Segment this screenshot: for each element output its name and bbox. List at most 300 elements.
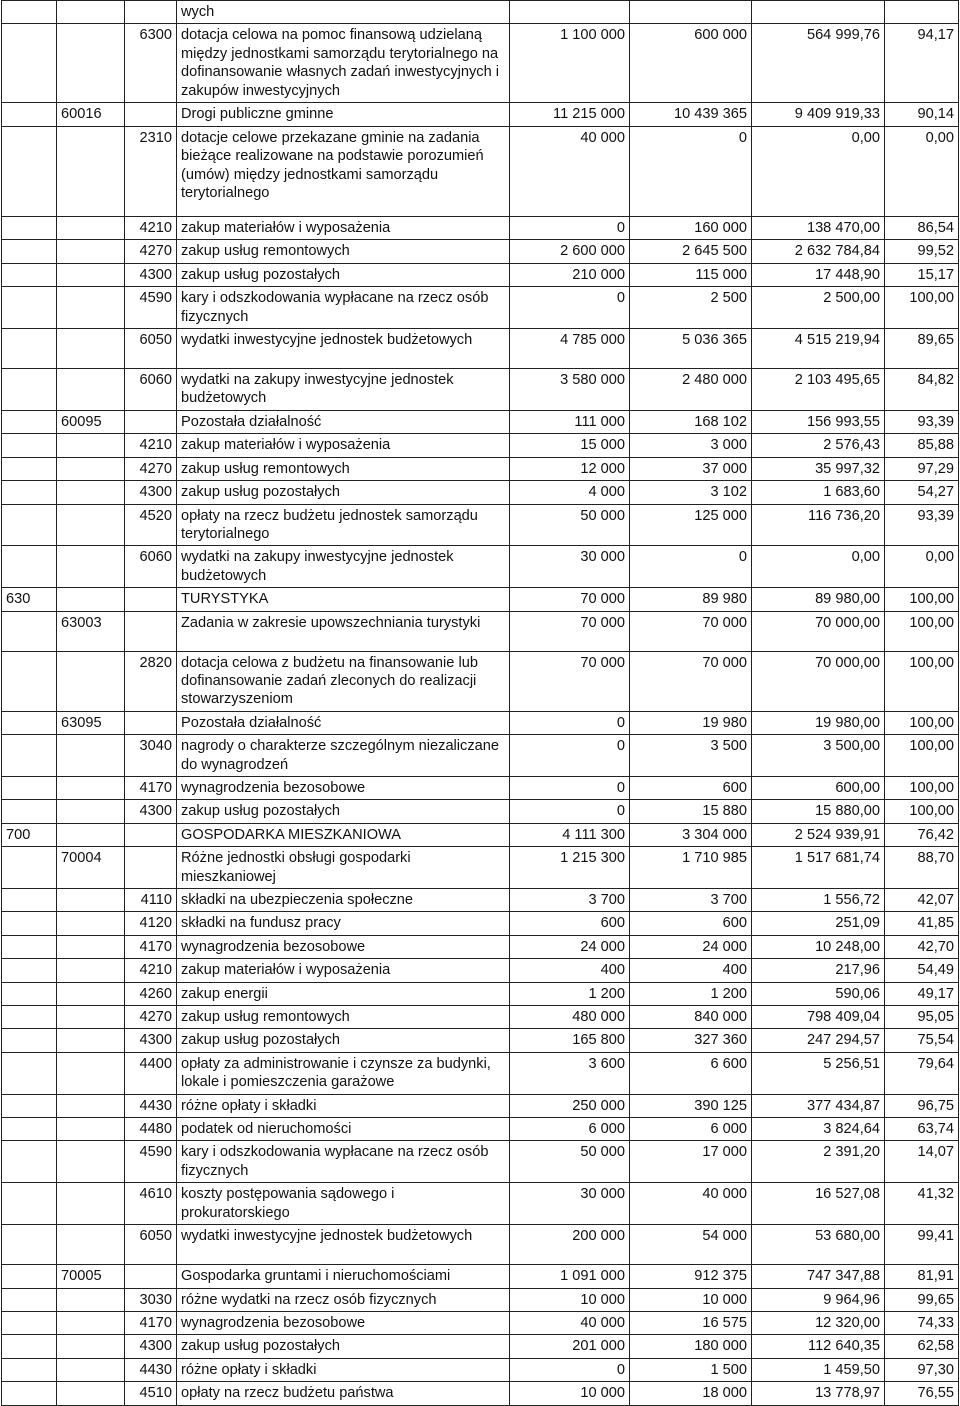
execution-value: 251,09: [752, 912, 885, 935]
plan-after-changes-value: 24 000: [630, 935, 752, 958]
plan-after-changes-value: 10 000: [630, 1288, 752, 1311]
item-name: Pozostała działalność: [177, 711, 510, 734]
paragraph-code: 4210: [125, 434, 177, 457]
percent-value: 94,17: [885, 24, 959, 103]
division-code: [2, 912, 57, 935]
paragraph-code: 4480: [125, 1118, 177, 1141]
item-name: zakup usług pozostałych: [177, 263, 510, 286]
chapter-code: 60095: [57, 410, 125, 433]
percent-value: 54,49: [885, 959, 959, 982]
plan-value: 70 000: [510, 611, 630, 651]
paragraph-code: 4590: [125, 1141, 177, 1183]
plan-value: 70 000: [510, 651, 630, 711]
paragraph-code: 4300: [125, 263, 177, 286]
chapter-code: [57, 369, 125, 411]
paragraph-code: 6050: [125, 329, 177, 369]
table-row: [2, 1183, 959, 1225]
budget-table-body: [2, 1, 959, 1406]
percent-value: 76,55: [885, 1382, 959, 1405]
plan-after-changes-value: 115 000: [630, 263, 752, 286]
execution-value: 12 320,00: [752, 1311, 885, 1334]
table-row: [2, 823, 959, 846]
item-name: kary i odszkodowania wypłacane na rzecz osób fizycznych: [177, 287, 510, 329]
chapter-code: [57, 263, 125, 286]
paragraph-code: 4300: [125, 800, 177, 823]
item-name: zakup usług remontowych: [177, 240, 510, 263]
division-code: [2, 217, 57, 240]
plan-after-changes-value: 0: [630, 546, 752, 588]
paragraph-code: 4430: [125, 1094, 177, 1117]
table-row: [2, 1288, 959, 1311]
paragraph-code: 6060: [125, 369, 177, 411]
item-name: Pozostała działalność: [177, 410, 510, 433]
item-name: wynagrodzenia bezosobowe: [177, 935, 510, 958]
chapter-code: [57, 24, 125, 103]
table-row: [2, 1382, 959, 1405]
paragraph-code: [125, 611, 177, 651]
paragraph-code: [125, 823, 177, 846]
paragraph-code: 4170: [125, 776, 177, 799]
plan-value: 0: [510, 800, 630, 823]
chapter-code: [57, 651, 125, 711]
percent-value: 100,00: [885, 651, 959, 711]
table-row: [2, 369, 959, 411]
paragraph-code: 6300: [125, 24, 177, 103]
percent-value: 76,42: [885, 823, 959, 846]
paragraph-code: 6060: [125, 546, 177, 588]
execution-value: 2 576,43: [752, 434, 885, 457]
item-name: zakup energii: [177, 982, 510, 1005]
item-name: wydatki inwestycyjne jednostek budżetowych: [177, 1225, 510, 1265]
division-code: [2, 329, 57, 369]
plan-after-changes-value: 37 000: [630, 457, 752, 480]
plan-value: 111 000: [510, 410, 630, 433]
paragraph-code: [125, 588, 177, 611]
execution-value: 2 632 784,84: [752, 240, 885, 263]
plan-value: 40 000: [510, 127, 630, 217]
paragraph-code: 3040: [125, 735, 177, 777]
paragraph-code: 4300: [125, 1335, 177, 1358]
execution-value: 1 556,72: [752, 889, 885, 912]
item-name: wynagrodzenia bezosobowe: [177, 1311, 510, 1334]
division-code: [2, 546, 57, 588]
plan-value: 1 200: [510, 982, 630, 1005]
division-code: [2, 103, 57, 127]
item-name: dotacja celowa z budżetu na finansowanie lub dofinansowanie zadań zleconych do realizacji stowarzyszeniom: [177, 651, 510, 711]
execution-value: 600,00: [752, 776, 885, 799]
plan-value: 4 111 300: [510, 823, 630, 846]
execution-value: 1 459,50: [752, 1358, 885, 1381]
execution-value: 377 434,87: [752, 1094, 885, 1117]
plan-value: 0: [510, 217, 630, 240]
division-code: [2, 711, 57, 734]
item-name: zakup usług pozostałych: [177, 481, 510, 504]
chapter-code: [57, 1311, 125, 1334]
percent-value: 14,07: [885, 1141, 959, 1183]
item-name: TURYSTYKA: [177, 588, 510, 611]
paragraph-code: 3030: [125, 1288, 177, 1311]
item-name: różne opłaty i składki: [177, 1358, 510, 1381]
plan-value: 3 700: [510, 889, 630, 912]
division-code: [2, 1183, 57, 1225]
plan-value: 70 000: [510, 588, 630, 611]
chapter-code: [57, 1118, 125, 1141]
percent-value: 63,74: [885, 1118, 959, 1141]
item-name: GOSPODARKA MIESZKANIOWA: [177, 823, 510, 846]
plan-after-changes-value: 400: [630, 959, 752, 982]
division-code: [2, 1052, 57, 1094]
item-name: składki na fundusz pracy: [177, 912, 510, 935]
division-code: [2, 1141, 57, 1183]
paragraph-code: 4170: [125, 1311, 177, 1334]
division-code: [2, 1118, 57, 1141]
chapter-code: [57, 735, 125, 777]
chapter-code: [57, 287, 125, 329]
plan-after-changes-value: 180 000: [630, 1335, 752, 1358]
table-row: [2, 711, 959, 734]
table-row: [2, 103, 959, 127]
plan-after-changes-value: 6 600: [630, 1052, 752, 1094]
chapter-code: [57, 912, 125, 935]
table-row: [2, 889, 959, 912]
percent-value: 100,00: [885, 711, 959, 734]
chapter-code: [57, 776, 125, 799]
execution-value: 35 997,32: [752, 457, 885, 480]
division-code: [2, 24, 57, 103]
paragraph-code: 4400: [125, 1052, 177, 1094]
division-code: [2, 1225, 57, 1265]
percent-value: 62,58: [885, 1335, 959, 1358]
plan-value: 400: [510, 959, 630, 982]
percent-value: 100,00: [885, 588, 959, 611]
plan-value: 210 000: [510, 263, 630, 286]
execution-value: 5 256,51: [752, 1052, 885, 1094]
item-name: wydatki na zakupy inwestycyjne jednostek budżetowych: [177, 546, 510, 588]
division-code: [2, 481, 57, 504]
item-name: zakup usług pozostałych: [177, 1335, 510, 1358]
item-name: wydatki inwestycyjne jednostek budżetowych: [177, 329, 510, 369]
table-row: [2, 1, 959, 24]
chapter-code: [57, 127, 125, 217]
plan-value: 600: [510, 912, 630, 935]
division-code: [2, 457, 57, 480]
division-code: [2, 776, 57, 799]
table-row: [2, 912, 959, 935]
plan-value: 12 000: [510, 457, 630, 480]
chapter-code: [57, 1225, 125, 1265]
plan-value: 165 800: [510, 1029, 630, 1052]
execution-value: 89 980,00: [752, 588, 885, 611]
division-code: [2, 735, 57, 777]
percent-value: [885, 1, 959, 24]
percent-value: 84,82: [885, 369, 959, 411]
percent-value: 81,91: [885, 1265, 959, 1288]
item-name: składki na ubezpieczenia społeczne: [177, 889, 510, 912]
paragraph-code: [125, 410, 177, 433]
plan-value: [510, 1, 630, 24]
plan-after-changes-value: 0: [630, 127, 752, 217]
division-code: [2, 800, 57, 823]
plan-value: 50 000: [510, 504, 630, 546]
paragraph-code: 4300: [125, 1029, 177, 1052]
item-name: kary i odszkodowania wypłacane na rzecz osób fizycznych: [177, 1141, 510, 1183]
execution-value: [752, 1, 885, 24]
chapter-code: [57, 588, 125, 611]
item-name: nagrody o charakterze szczególnym niezaliczane do wynagrodzeń: [177, 735, 510, 777]
plan-after-changes-value: 15 880: [630, 800, 752, 823]
execution-value: 2 500,00: [752, 287, 885, 329]
percent-value: 95,05: [885, 1006, 959, 1029]
plan-after-changes-value: 5 036 365: [630, 329, 752, 369]
table-row: [2, 735, 959, 777]
plan-value: 15 000: [510, 434, 630, 457]
chapter-code: [57, 1382, 125, 1405]
chapter-code: [57, 1358, 125, 1381]
item-name: zakup usług pozostałych: [177, 800, 510, 823]
chapter-code: 70005: [57, 1265, 125, 1288]
table-row: [2, 935, 959, 958]
percent-value: 88,70: [885, 847, 959, 889]
plan-after-changes-value: 89 980: [630, 588, 752, 611]
plan-after-changes-value: 70 000: [630, 611, 752, 651]
plan-after-changes-value: 1 710 985: [630, 847, 752, 889]
execution-value: 798 409,04: [752, 1006, 885, 1029]
plan-value: 3 600: [510, 1052, 630, 1094]
plan-value: 1 100 000: [510, 24, 630, 103]
execution-value: 590,06: [752, 982, 885, 1005]
plan-value: 50 000: [510, 1141, 630, 1183]
chapter-code: 70004: [57, 847, 125, 889]
plan-value: 30 000: [510, 1183, 630, 1225]
table-row: [2, 329, 959, 369]
percent-value: 89,65: [885, 329, 959, 369]
division-code: [2, 1382, 57, 1405]
division-code: [2, 1265, 57, 1288]
table-row: [2, 287, 959, 329]
execution-value: 3 500,00: [752, 735, 885, 777]
paragraph-code: 2820: [125, 651, 177, 711]
division-code: [2, 127, 57, 217]
percent-value: 100,00: [885, 611, 959, 651]
plan-after-changes-value: 19 980: [630, 711, 752, 734]
plan-value: 3 580 000: [510, 369, 630, 411]
chapter-code: [57, 1, 125, 24]
percent-value: 85,88: [885, 434, 959, 457]
table-row: [2, 1358, 959, 1381]
execution-value: 0,00: [752, 127, 885, 217]
item-name: opłaty za administrowanie i czynsze za budynki, lokale i pomieszczenia garażowe: [177, 1052, 510, 1094]
table-row: [2, 410, 959, 433]
percent-value: 93,39: [885, 410, 959, 433]
execution-value: 217,96: [752, 959, 885, 982]
plan-after-changes-value: 3 304 000: [630, 823, 752, 846]
percent-value: 99,41: [885, 1225, 959, 1265]
chapter-code: [57, 1141, 125, 1183]
execution-value: 2 103 495,65: [752, 369, 885, 411]
plan-after-changes-value: 125 000: [630, 504, 752, 546]
chapter-code: [57, 800, 125, 823]
chapter-code: [57, 240, 125, 263]
execution-value: 70 000,00: [752, 611, 885, 651]
execution-value: 138 470,00: [752, 217, 885, 240]
execution-value: 70 000,00: [752, 651, 885, 711]
table-row: [2, 1225, 959, 1265]
item-name: różne opłaty i składki: [177, 1094, 510, 1117]
percent-value: 15,17: [885, 263, 959, 286]
paragraph-code: 4610: [125, 1183, 177, 1225]
plan-value: 4 785 000: [510, 329, 630, 369]
division-code: [2, 889, 57, 912]
chapter-code: [57, 1183, 125, 1225]
paragraph-code: 4510: [125, 1382, 177, 1405]
execution-value: 116 736,20: [752, 504, 885, 546]
chapter-code: [57, 1006, 125, 1029]
plan-after-changes-value: 168 102: [630, 410, 752, 433]
item-name: zakup usług remontowych: [177, 457, 510, 480]
execution-value: 53 680,00: [752, 1225, 885, 1265]
paragraph-code: 4270: [125, 1006, 177, 1029]
chapter-code: 63003: [57, 611, 125, 651]
plan-after-changes-value: 16 575: [630, 1311, 752, 1334]
execution-value: 17 448,90: [752, 263, 885, 286]
percent-value: 97,30: [885, 1358, 959, 1381]
percent-value: 0,00: [885, 127, 959, 217]
plan-value: 10 000: [510, 1288, 630, 1311]
chapter-code: [57, 546, 125, 588]
table-row: [2, 24, 959, 103]
execution-value: 10 248,00: [752, 935, 885, 958]
item-name: Zadania w zakresie upowszechniania turystyki: [177, 611, 510, 651]
table-row: [2, 611, 959, 651]
table-row: [2, 1118, 959, 1141]
paragraph-code: 4210: [125, 217, 177, 240]
percent-value: 79,64: [885, 1052, 959, 1094]
item-name: Gospodarka gruntami i nieruchomościami: [177, 1265, 510, 1288]
item-name: Drogi publiczne gminne: [177, 103, 510, 127]
execution-value: 16 527,08: [752, 1183, 885, 1225]
division-code: [2, 651, 57, 711]
execution-value: 156 993,55: [752, 410, 885, 433]
execution-value: 112 640,35: [752, 1335, 885, 1358]
division-code: [2, 1335, 57, 1358]
chapter-code: [57, 935, 125, 958]
table-row: [2, 1335, 959, 1358]
table-row: [2, 127, 959, 217]
plan-value: 200 000: [510, 1225, 630, 1265]
table-row: [2, 434, 959, 457]
paragraph-code: 4270: [125, 240, 177, 263]
execution-value: 13 778,97: [752, 1382, 885, 1405]
execution-value: 564 999,76: [752, 24, 885, 103]
paragraph-code: 4210: [125, 959, 177, 982]
plan-after-changes-value: 18 000: [630, 1382, 752, 1405]
division-code: 700: [2, 823, 57, 846]
table-row: [2, 1094, 959, 1117]
item-name: zakup usług remontowych: [177, 1006, 510, 1029]
chapter-code: 63095: [57, 711, 125, 734]
execution-value: 0,00: [752, 546, 885, 588]
percent-value: 100,00: [885, 776, 959, 799]
paragraph-code: [125, 847, 177, 889]
execution-value: 3 824,64: [752, 1118, 885, 1141]
percent-value: 90,14: [885, 103, 959, 127]
percent-value: 86,54: [885, 217, 959, 240]
execution-value: 2 391,20: [752, 1141, 885, 1183]
plan-after-changes-value: 3 102: [630, 481, 752, 504]
execution-value: 247 294,57: [752, 1029, 885, 1052]
chapter-code: [57, 1029, 125, 1052]
division-code: [2, 1, 57, 24]
table-row: [2, 982, 959, 1005]
table-row: [2, 457, 959, 480]
percent-value: 42,07: [885, 889, 959, 912]
plan-after-changes-value: 600: [630, 776, 752, 799]
percent-value: 0,00: [885, 546, 959, 588]
division-code: [2, 1288, 57, 1311]
plan-value: 0: [510, 1358, 630, 1381]
division-code: [2, 410, 57, 433]
chapter-code: 60016: [57, 103, 125, 127]
table-row: [2, 1052, 959, 1094]
item-name: zakup materiałów i wyposażenia: [177, 217, 510, 240]
percent-value: 41,85: [885, 912, 959, 935]
table-row: [2, 588, 959, 611]
paragraph-code: [125, 103, 177, 127]
chapter-code: [57, 1052, 125, 1094]
chapter-code: [57, 889, 125, 912]
chapter-code: [57, 823, 125, 846]
percent-value: 54,27: [885, 481, 959, 504]
table-row: [2, 800, 959, 823]
plan-value: 1 091 000: [510, 1265, 630, 1288]
plan-value: 0: [510, 711, 630, 734]
paragraph-code: 4110: [125, 889, 177, 912]
plan-value: 0: [510, 735, 630, 777]
chapter-code: [57, 329, 125, 369]
plan-value: 11 215 000: [510, 103, 630, 127]
item-name: wych: [177, 1, 510, 24]
chapter-code: [57, 217, 125, 240]
item-name: różne wydatki na rzecz osób fizycznych: [177, 1288, 510, 1311]
item-name: podatek od nieruchomości: [177, 1118, 510, 1141]
execution-value: 4 515 219,94: [752, 329, 885, 369]
division-code: [2, 847, 57, 889]
table-row: [2, 217, 959, 240]
execution-value: 2 524 939,91: [752, 823, 885, 846]
plan-after-changes-value: 390 125: [630, 1094, 752, 1117]
percent-value: 75,54: [885, 1029, 959, 1052]
plan-after-changes-value: 1 500: [630, 1358, 752, 1381]
table-row: [2, 847, 959, 889]
plan-value: 201 000: [510, 1335, 630, 1358]
division-code: [2, 434, 57, 457]
division-code: [2, 1094, 57, 1117]
percent-value: 42,70: [885, 935, 959, 958]
plan-value: 24 000: [510, 935, 630, 958]
paragraph-code: 4590: [125, 287, 177, 329]
percent-value: 99,52: [885, 240, 959, 263]
plan-after-changes-value: 3 700: [630, 889, 752, 912]
plan-value: 40 000: [510, 1311, 630, 1334]
paragraph-code: 6050: [125, 1225, 177, 1265]
division-code: [2, 504, 57, 546]
plan-after-changes-value: 70 000: [630, 651, 752, 711]
paragraph-code: 4120: [125, 912, 177, 935]
item-name: wydatki na zakupy inwestycyjne jednostek budżetowych: [177, 369, 510, 411]
budget-expenditure-table: [1, 0, 959, 1406]
paragraph-code: 4520: [125, 504, 177, 546]
plan-after-changes-value: 1 200: [630, 982, 752, 1005]
